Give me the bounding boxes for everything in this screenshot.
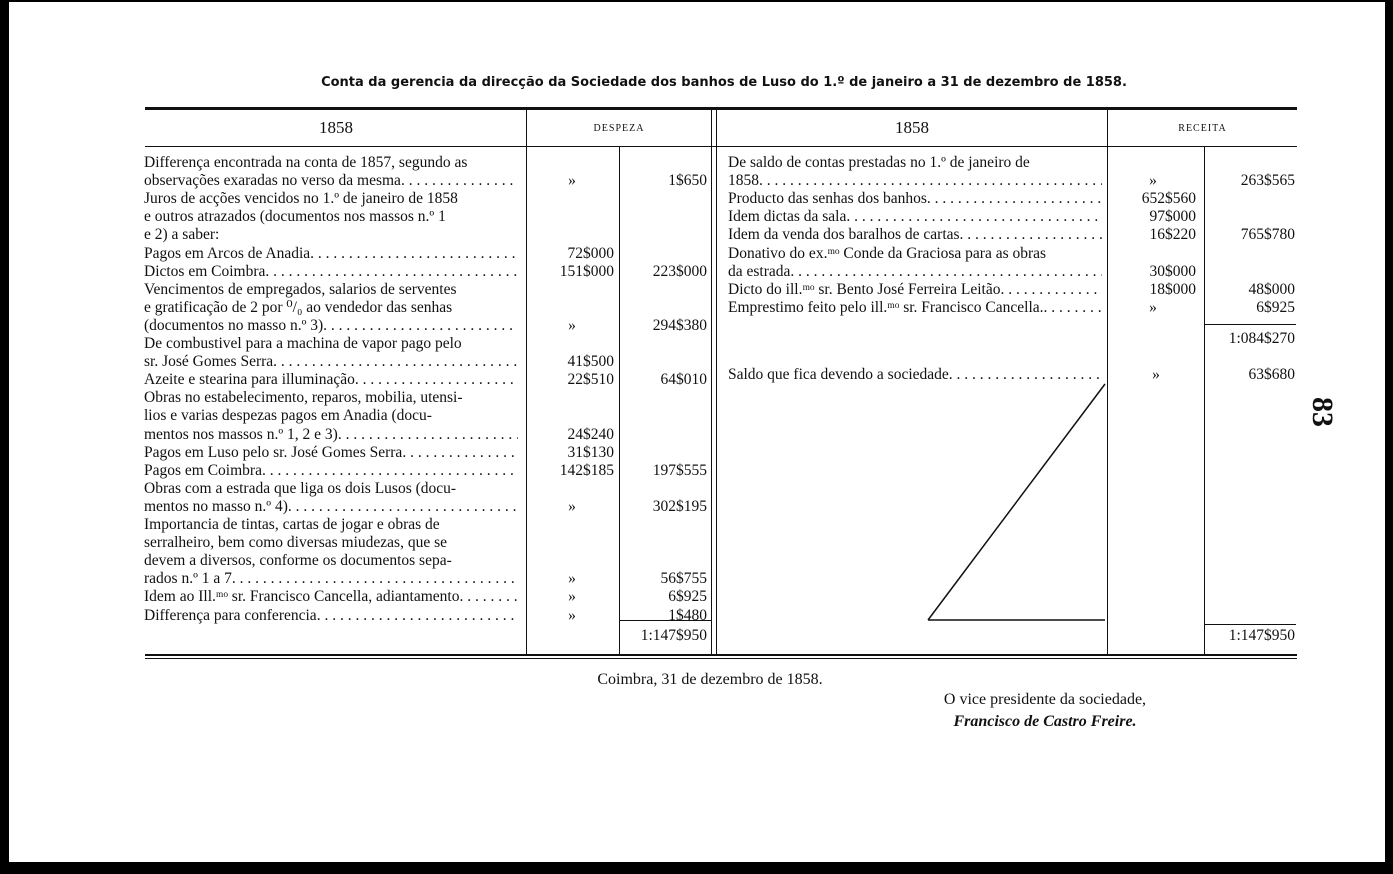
scan-border-bottom	[0, 862, 1393, 874]
despeza-row-text: Differença para conferencia . . .	[144, 607, 518, 625]
despeza-row-total-amount: 197$555	[652, 461, 707, 479]
receita-row-total-amount: 48$000	[1248, 280, 1295, 298]
table-bottom-rule-1	[145, 654, 1297, 656]
receita-row-sub-amount: »	[1149, 172, 1157, 190]
diagonal-line	[928, 384, 1105, 620]
despeza-row-text: (documentos no masso n.º 3) . . .	[144, 317, 518, 335]
despeza-row-text: Juros de acções vencidos no 1.º de janeiro de 1858	[144, 190, 458, 208]
receita-total-rule	[1204, 624, 1296, 625]
despeza-row-sub-amount: 41$500	[567, 353, 614, 371]
despeza-row-text: Importancia de tintas, cartas de jogar e obras de	[144, 516, 440, 533]
despeza-row-text: Vencimentos de empregados, salarios de serventes	[144, 280, 457, 298]
despeza-amount-header: DESPEZA	[593, 123, 645, 134]
despeza-row-text: e 2) a saber:	[144, 226, 220, 244]
despeza-row-total-amount: 6$925	[668, 588, 707, 606]
receita-row-text: Idem dictas da sala . . .	[728, 208, 1102, 226]
despeza-row-total-amount: 64$010	[660, 371, 707, 389]
despeza-row-text: Idem ao Ill.ᵐᵒ sr. Francisco Cancella, adiantamento . . .	[144, 588, 518, 606]
despeza-row-text: Obras no estabelecimento, reparos, mobilia, utensi-	[144, 389, 463, 407]
despeza-row-text: mentos nos massos n.º 1, 2 e 3) . . .	[144, 426, 518, 444]
despeza-row-text: Differença encontrada na conta de 1857, segundo as	[144, 154, 468, 171]
despeza-row-sub-amount: »	[568, 497, 576, 515]
despeza-row-text: Obras com a estrada que liga os dois Lusos (docu-	[144, 479, 457, 497]
despeza-divider	[526, 110, 527, 655]
despeza-row-total-amount: 1$480	[668, 606, 707, 624]
signer-role: O vice presidente da sociedade,	[943, 691, 1147, 708]
saldo-text: Saldo que fica devendo a sociedade	[728, 366, 949, 383]
table-bottom-rule-2	[145, 658, 1297, 659]
despeza-row-sub-amount: 22$510	[567, 371, 614, 389]
receita-row-text: Idem da venda dos baralhos de cartas . . .	[728, 226, 1102, 244]
center-divider-b	[716, 110, 717, 655]
receita-row-sub-amount: 97$000	[1149, 208, 1196, 226]
despeza-row-sub-amount: »	[568, 606, 576, 624]
despeza-row-sub-amount: 24$240	[567, 425, 614, 443]
receita-row-text: De saldo de contas prestadas no 1.º de janeiro de	[728, 154, 1030, 171]
despeza-row-sub-amount: 72$000	[567, 244, 614, 262]
despeza-row-sub-amount: 31$130	[567, 443, 614, 461]
despeza-row-sub-amount: 142$185	[559, 461, 614, 479]
receita-row-sub-amount: 18$000	[1149, 280, 1196, 298]
saldo-total: 63$680	[1248, 366, 1295, 383]
despeza-row-text: e gratificação de 2 por ⁰/₀ ao vendedor das senhas	[144, 298, 453, 316]
despeza-row-sub-amount: »	[568, 570, 576, 588]
despeza-year-header: 1858	[319, 118, 353, 137]
receita-row-sub-amount: 652$560	[1141, 190, 1196, 208]
receita-row-text: Emprestimo feito pelo ill.ᵐᵒ sr. Francisco Cancella. . . .	[728, 299, 1102, 317]
receita-row-total-amount: 765$780	[1240, 226, 1295, 244]
despeza-row-text: observações exaradas no verso da mesma . . .	[144, 172, 518, 190]
despeza-row-sub-amount: »	[568, 172, 576, 190]
despeza-row-text: mentos no masso n.º 4) . . .	[144, 498, 518, 516]
scan-border-right	[1385, 0, 1393, 874]
receita-row-text: da estrada . . .	[728, 263, 1102, 281]
despeza-row-total-amount: 302$195	[652, 497, 707, 515]
document-title: Conta da gerencia da direcção da Sociedade dos banhos de Luso do 1.º de janeiro a 31 de dezembro de 1858.	[321, 75, 1127, 90]
despeza-row-text: Dictos em Coimbra . . .	[144, 263, 518, 281]
despeza-row-text: Pagos em Luso pelo sr. José Gomes Serra . . .	[144, 444, 518, 462]
receita-subtotal: 1:084$270	[1228, 330, 1295, 347]
receita-subtotal-rule	[1204, 324, 1296, 325]
despeza-row-sub-amount: 151$000	[559, 262, 614, 280]
despeza-row-sub-amount: »	[568, 316, 576, 334]
receita-row-sub-amount: »	[1149, 298, 1157, 316]
receita-row-text: Dicto do ill.ᵐᵒ sr. Bento José Ferreira Leitão . . .	[728, 281, 1102, 299]
table-top-rule	[145, 107, 1297, 110]
center-divider-a	[711, 110, 712, 655]
receita-amount-header: RECEITA	[1178, 123, 1227, 134]
saldo-sub: »	[1152, 366, 1160, 383]
receita-row-total-amount: 263$565	[1240, 172, 1295, 190]
despeza-grand-total: 1:147$950	[640, 627, 707, 644]
signer-name: Francisco de Castro Freire.	[953, 713, 1137, 730]
despeza-row-text: Pagos em Coimbra . . .	[144, 462, 518, 480]
scan-border-top	[0, 0, 1393, 2]
despeza-row-text: De combustivel para a machina de vapor pago pelo	[144, 335, 462, 352]
despeza-row-text: devem a diversos, conforme os documentos sepa-	[144, 552, 452, 570]
receita-row-text: Donativo do ex.ᵐᵒ Conde da Graciosa para as obras	[728, 244, 1047, 262]
scan-border-left	[0, 0, 9, 874]
receita-row-text: Producto das senhas dos banhos . . .	[728, 190, 1102, 208]
receita-sub-divider	[1204, 146, 1205, 655]
receita-grand-total: 1:147$950	[1228, 627, 1295, 644]
receita-row-text: 1858 . . .	[728, 172, 1102, 190]
despeza-row-total-amount: 223$000	[652, 262, 707, 280]
despeza-row-text: lios e varias despezas pagos em Anadia (docu-	[144, 407, 432, 425]
despeza-row-text: serralheiro, bem como diversas miudezas, que se	[144, 534, 448, 552]
despeza-row-total-amount: 1$650	[668, 172, 707, 190]
despeza-row-text: e outros atrazados (documentos nos massos n.º 1	[144, 208, 446, 226]
page-number: 83	[1306, 397, 1339, 427]
place-and-date: Coimbra, 31 de dezembro de 1858.	[597, 671, 823, 688]
despeza-row-total-amount: 56$755	[660, 570, 707, 588]
receita-year-header: 1858	[895, 118, 929, 137]
despeza-row-text: Pagos em Arcos de Anadia . . .	[144, 245, 518, 263]
receita-row-total-amount: 6$925	[1256, 298, 1295, 316]
despeza-row-text: Azeite e stearina para illuminação . . .	[144, 371, 518, 389]
despeza-row-total-amount: 294$380	[652, 316, 707, 334]
receita-row-sub-amount: 16$220	[1149, 226, 1196, 244]
despeza-row-text: sr. José Gomes Serra . . .	[144, 353, 518, 371]
blank-space-diagonal	[920, 378, 1115, 628]
despeza-row-sub-amount: »	[568, 588, 576, 606]
despeza-row-text: rados n.º 1 a 7 . . .	[144, 570, 518, 588]
receita-row-sub-amount: 30$000	[1149, 262, 1196, 280]
header-bottom-rule	[145, 146, 1297, 147]
